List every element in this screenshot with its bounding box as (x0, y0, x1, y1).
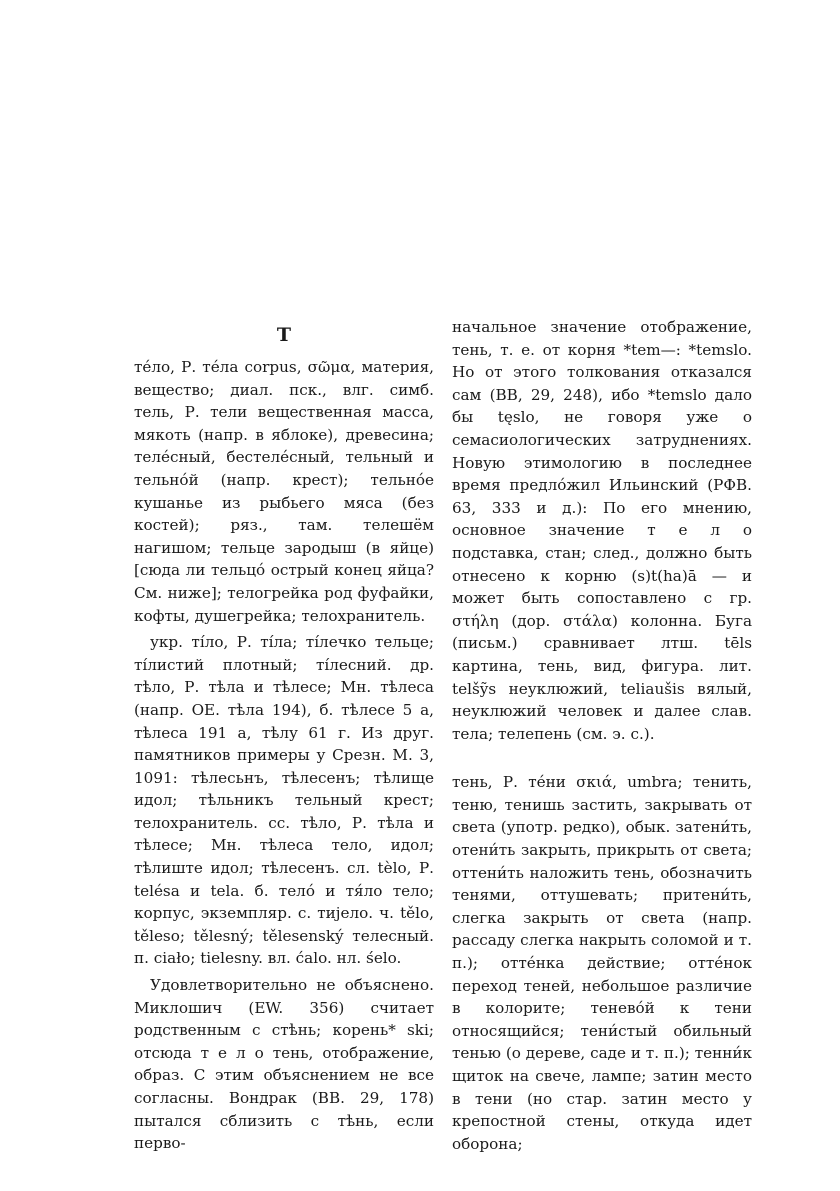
entry-telo-etymology: Удовлетворительно не объяснено. Миклошич (EW. 356) считает родственным с стѣнь; корень* ski; отсюда т е л о тень, отображение, образ. С этим объяснением не все согласны. Вондрак (BB. 29, 178) пытался сблизить с тѣнь, если перво- (134, 976, 434, 1153)
section-letter: Т (276, 324, 292, 346)
entry-telo-cognates: укр. тíло, Р. тíла; тíлечко тельце; тíлистий плотный; тíлесний. др. тѣло, Р. тѣла и тѣлесе; Мн. тѣлеса (напр. ОЕ. тѣла 194), б. тѣлесе 5 а, тѣлеса 191 а, тѣлу 61 г. Из друг. памятников примеры у Срезн. М. 3, 1091: тѣлесьнъ, тѣлесенъ; тѣлище идол; тѣльникъ тельный крест; телохранитель. сс. тѣло, Р. тѣла и тѣлесе; Мн. тѣлеса тело, идол; тѣлиште идол; тѣлесенъ. сл. tèlo, Р. teléѕa и tela. б. телó и тя́ло тело; корпус, экземпляр. с. тијело. ч. tělo, těleso; tělesný; tělesenský телесный. п. ciało; tielesny. вл. ćalo. нл. śelo. (134, 633, 434, 968)
entry-separator (452, 745, 752, 771)
entry-telo-etymology-continued: начальное значение отображение, тень, т. е. от корня *tem—: *temslo. Но от этого толкования отказался сам (BB, 29, 248), ибо *temslo дало бы tęslo, не говоря уже о семасиологических затруднениях. Новую этимологию в последнее время предлóжил Ильинский (РФВ. 63, 333 и д.): По его мнению, основное значение т е л о подставка, стан; след., должно быть отнесено к корню (s)t(ha)ā — и может быть сопоставлено с гр. στήλη (дор. στάλα) колонна. Буга (письм.) сравнивает лтш. tēls картина, тень, вид, фигура. лит. telšỹs неуклюжий, teliaušis вялый, неуклюжий человек и далее слав. тела; телепень (см. э. с.). (452, 318, 752, 743)
entry-telo-paragraph: тéло, Р. тéла corpus, σῶμα, материя, вещество; диал. пск., влг. симб. тель, Р. тели вещественная масса, мякоть (напр. в яблоке), древесина; телéсный, бестелéсный, тельный и тельнóй (напр. крест); тельнóе кушанье из рыбьего мяса (без костей); ряз., там. телешём нагишом; тельце зародыш (в яйце) [сюда ли тельцó острый конец яйца? См. ниже]; телогрейка род фуфайки, кофты, душегрейка; телохранитель. (134, 358, 434, 625)
right-column (452, 316, 752, 1155)
entry-ten-paragraph: тень, Р. тéни σκιά, umbra; тенить, теню, тенишь застить, закрывать от света (употр. редко), обык. затени́ть, отени́ть закрыть, прикрыть от света; оттени́ть наложить тень, обозначить тенями, оттушевать; притени́ть, слегка закрыть от света (напр. рассаду слегка накрыть соломой и т. п.); оттéнка действие; оттéнок переход теней, небольшое различие в колорите; теневóй к тени относящийся; тени́стый обильный тенью (о дереве, саде и т. п.); тенни́к щиток на свече, лампе; затин место в тени (но стар. затин место у крепостной стены, откуда идет оборона; (452, 773, 752, 1153)
left-column (134, 316, 434, 1155)
